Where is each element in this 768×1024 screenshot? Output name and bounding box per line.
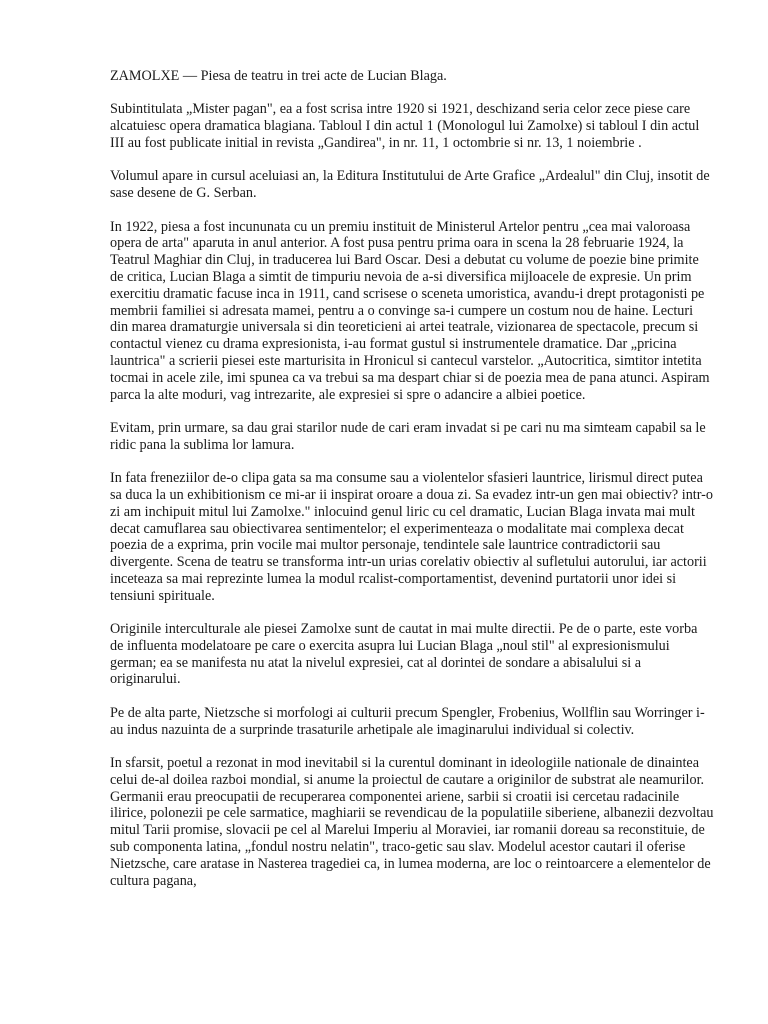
document-page (110, 68, 714, 906)
paragraph-nietzsche: Pe de alta parte, Nietzsche si morfologi ai culturii precum Spengler, Frobenius, Wollflin sau Worringer i-au indus nazuinta de a surprinde trasaturile arhetipale ale imaginarului individual si colectiv. (110, 704, 705, 738)
paragraph-origini: Originile interculturale ale piesei Zamolxe sunt de cautat in mai multe directii. Pe de o parte, este vorba de influenta modelatoare pe care o exercita asupra lui Lucian Blaga „noul stil" al expresionismului german; ea se manifesta nu atat la nivelul expresiei, cat al dorintei de sondare a abisalului si a originarului. (110, 621, 698, 688)
paragraph-in-sfarsit: In sfarsit, poetul a rezonat in mod inevitabil si la curentul dominant in ideologiile nationale de dinaintea celui de-al doilea razboi mondial, si anume la proiectul de cautare a originilor de substrat ale neamurilor. Germanii erau preocupatii de recuperarea componentei ariene, sarbii si croatii isi cercetau radacinile ilirice, polonezii pe cele sarmatice, maghiarii se revendicau de la populatiile siberiene, albanezii dezvoltau mitul Tarii promise, slovacii pe cel al Marelui Imperiu al Moraviei, iar romanii doreau sa reconstituie, de sub componenta latina, „fondul nostru nelatin", traco-getic sau slav. Modelul acestor cautari il oferise Nietzsche, care aratase in Nasterea tragediei ca, in lumea moderna, are loc o reintoarcere a elementelor de cultura pagana, (110, 755, 714, 889)
paragraph-premiere: In 1922, piesa a fost incununata cu un premiu instituit de Ministerul Artelor pentru „cea mai valoroasa opera de arta" aparuta in anul anterior. A fost pusa pentru prima oara in scena la 28 februarie 1924, la Teatrul Maghiar din Cluj, in traducerea lui Bard Oscar. Desi a debutat cu volume de poezie bine primite de critica, Lucian Blaga a simtit de timpuriu nevoia de a-si diversifica mijloacele de expresie. Un prim exercitiu dramatic facuse inca in 1911, cand scrisese o sceneta umoristica, avandu-i drept protagonisti pe membrii familiei si adresata mamei, pentru a o convinge sa-i cumpere un costum nou de haine. Lecturi din marea dramaturgie universala si din teoreticieni ai artei teatrale, vizionarea de spectacole, precum si contactul vienez cu drama expresionista, i-au format gustul si instrumentele dramatice. Dar „pricina launtrica" a scrierii piesei este marturisita in Hronicul si cantecul varstelor. „Autocritica, simtitor intetita tocmai in acele zile, imi spunea ca va trebui sa ma despart chiar si de poezia mea de pana atunci. Aspiram parca la alte moduri, vag intrezarite, ale expresiei si spre o adancire a albiei poetice. (110, 218, 710, 403)
paragraph-frenezii: In fata freneziilor de-o clipa gata sa ma consume sau a violentelor sfasieri launtrice, lirismul direct putea sa duca la un exhibitionism ce mi-ar ii inspirat oroare a doua zi. Sa evadez intr-un gen mai obiectiv? intr-o zi am inchipuit mitul lui Zamolxe." inlocuind genul liric cu cel dramatic, Lucian Blaga invata mai mult decat camuflarea sau obiectivarea sentimentelor; el experimenteaza o modalitate mai complexa decat poezia de a exprima, prin vocile mai multor personaje, tendintele sale launtrice contradictorii sau divergente. Scena de teatru se transforma intr-un urias corelativ obiectiv al sufletului autorului, iar actorii inceteaza sa mai reprezinte lumea la modul rcalist-comportamentist, devenind purtatorii unor idei si tensiuni spirituale. (110, 470, 713, 604)
paragraph-volume: Volumul apare in cursul aceluiasi an, la Editura Institutului de Arte Grafice „Ardealul" din Cluj, insotit de sase desene de G. Serban. (110, 168, 710, 202)
paragraph-evitam: Evitam, prin urmare, sa dau grai starilor nude de cari eram invadat si pe cari nu ma simteam capabil sa le ridic pana la sublima lor lamura. (110, 419, 706, 453)
paragraph-subtitle: Subintitulata „Mister pagan", ea a fost scrisa intre 1920 si 1921, deschizand seria celor zece piese care alcatuiesc opera dramatica blagiana. Tabloul I din actul 1 (Monologul lui Zamolxe) si tabloul I din actul III au fost publicate initial in revista „Gandirea", in nr. 11, 1 octombrie si nr. 13, 1 noiembrie . (110, 101, 700, 151)
document-heading: ZAMOLXE — Piesa de teatru in trei acte de Lucian Blaga. (110, 68, 447, 84)
